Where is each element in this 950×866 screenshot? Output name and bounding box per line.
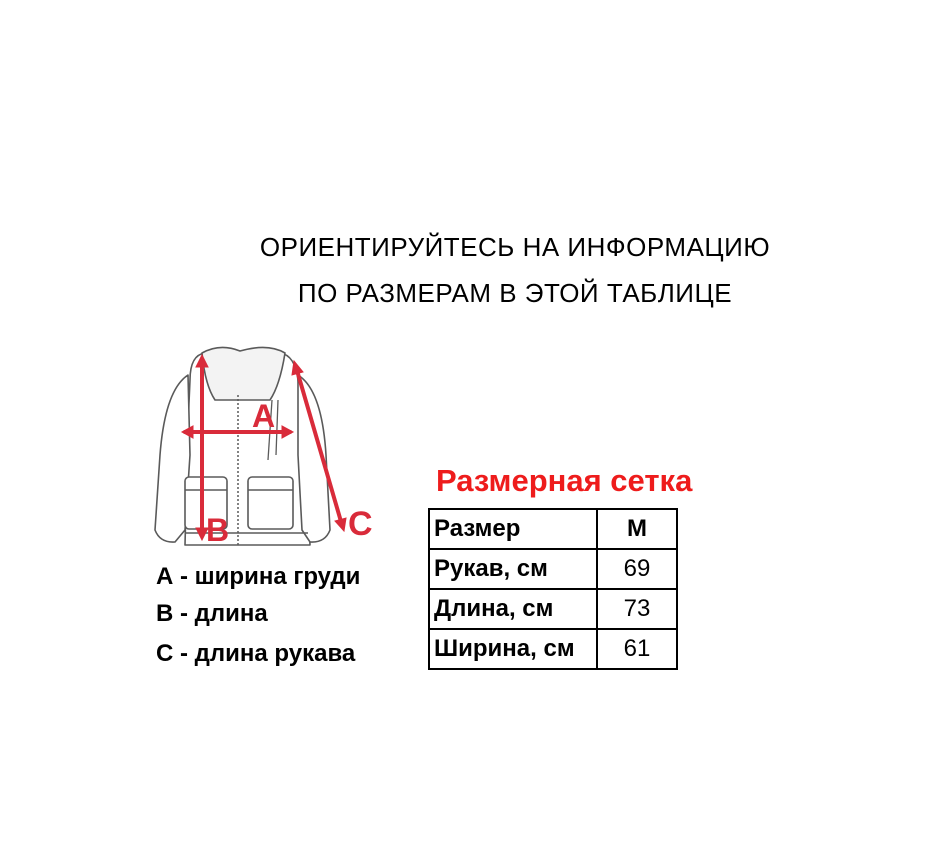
size-chart-title: Размерная сетка	[436, 463, 693, 498]
table-row-sleeve	[429, 549, 677, 589]
table-row-width	[429, 629, 677, 669]
table-cell-value: 69	[597, 549, 677, 589]
label-a: A	[252, 398, 276, 434]
hood	[202, 347, 285, 400]
table-row-size	[429, 509, 677, 549]
label-b: B	[206, 512, 230, 548]
legend-c: С - длина рукава	[156, 640, 356, 667]
label-c: C	[348, 505, 373, 543]
right-sleeve	[298, 375, 330, 542]
size-table	[428, 508, 678, 670]
legend-b: В - длина	[156, 600, 268, 627]
table-cell-label: Длина, см	[429, 589, 597, 629]
table-cell-value: 73	[597, 589, 677, 629]
right-pocket	[248, 477, 293, 529]
table-cell-label: Размер	[429, 509, 597, 549]
table-row-length	[429, 589, 677, 629]
legend-a: А - ширина груди	[156, 563, 361, 590]
jacket-diagram	[130, 345, 390, 555]
table-cell-label: Рукав, см	[429, 549, 597, 589]
heading-line-2: ПО РАЗМЕРАМ В ЭТОЙ ТАБЛИЦЕ	[297, 278, 733, 308]
heading-line-1: ОРИЕНТИРУЙТЕСЬ НА ИНФОРМАЦИЮ	[259, 232, 771, 262]
jacket-outline	[155, 347, 330, 545]
table-cell-label: Ширина, см	[429, 629, 597, 669]
table-cell-value: M	[597, 509, 677, 549]
table-cell-value: 61	[597, 629, 677, 669]
